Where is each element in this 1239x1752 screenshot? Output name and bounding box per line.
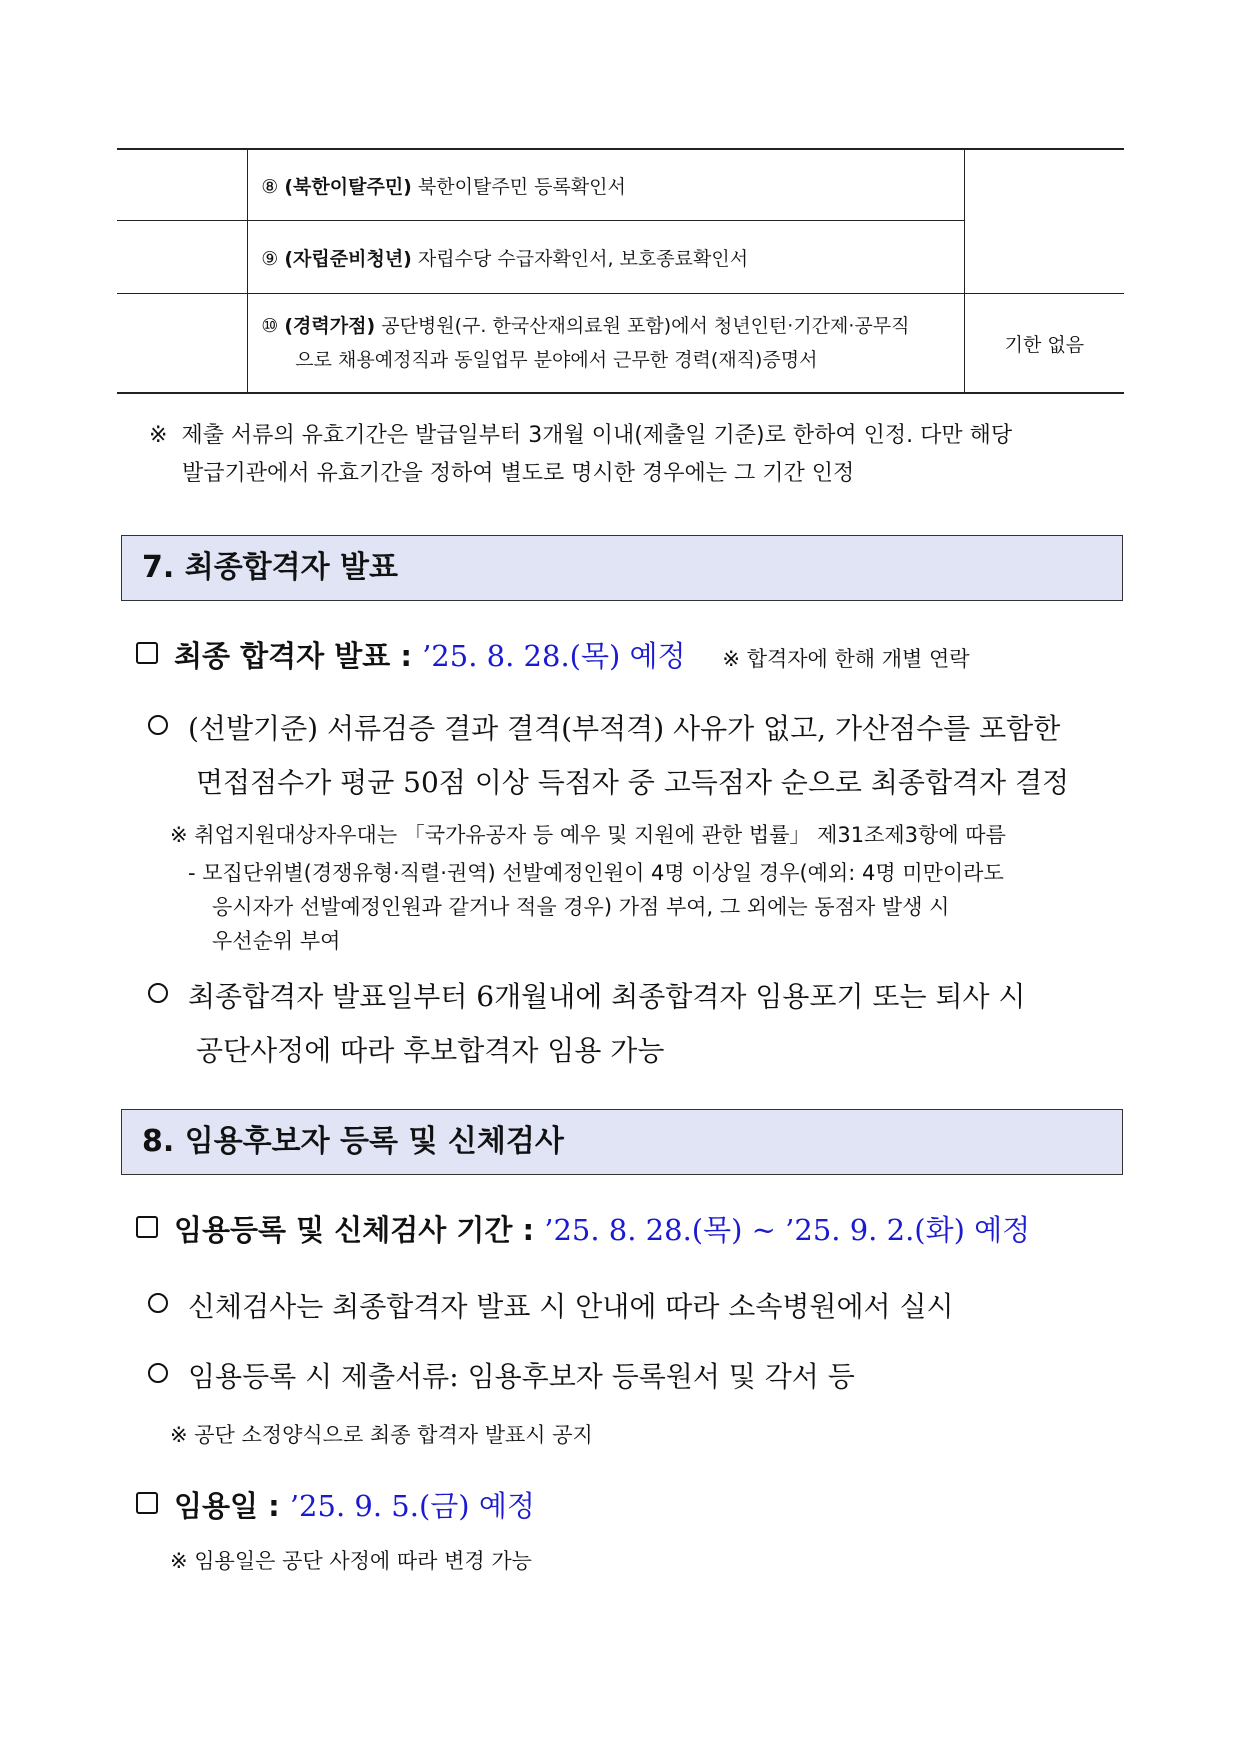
employment-support-note: ※ 취업지원대상자우대는 「국가유공자 등 예우 및 지원에 관한 법률」 제31조제3항에 따름 [170,823,1006,847]
registration-period-line [136,1210,1030,1250]
deadline-cell: 기한 없음 [964,294,1124,394]
table-cell-item [248,294,965,394]
dash-item-line1: - 모집단위별(경쟁유형·직렬·권역) 선발예정인원이 4명 이상일 경우(예외: 4명 미만이라도 [188,861,1004,885]
dash-item-line2: 응시자가 선발예정인원과 같거나 적을 경우) 가점 부여, 그 외에는 동점자 발생 시 [212,895,950,919]
appointment-label: 임용일 : [174,1489,290,1523]
registration-documents-bullet [148,1350,855,1404]
circle-bullet-icon [148,715,168,735]
reference-mark: ※ [149,423,168,448]
table-cell-empty [117,149,248,221]
table-row [117,149,1124,221]
item-text: 자립수당 수급자확인서, 보호종료확인서 [417,247,749,270]
circle-bullet-icon [148,1293,168,1313]
table-cell-empty [117,221,248,294]
circle-bullet-icon [148,983,168,1003]
square-bullet-icon [136,1216,158,1238]
validity-note-line1: 제출 서류의 유효기간은 발급일부터 3개월 이내(제출일 기준)로 한하여 인정. 다만 해당 [181,423,1013,448]
dash-item-line3: 우선순위 부여 [212,929,341,953]
announcement-label: 최종 합격자 발표 : [174,639,423,673]
section-8-heading: 8. 임용후보자 등록 및 신체검사 [121,1109,1123,1175]
reserve-line2: 공단사정에 따라 후보합격자 임용 가능 [196,1034,665,1067]
reserve-candidate-bullet [148,970,1025,1024]
item-number: ⑩ [261,315,279,337]
item-number: ⑨ [261,247,279,270]
appointment-date-line [136,1486,535,1526]
section-7-heading: 7. 최종합격자 발표 [121,535,1123,601]
item-label: (경력가점) [284,315,376,337]
item-label: (자립준비청년) [284,247,412,270]
form-note: ※ 공단 소정양식으로 최종 합격자 발표시 공지 [170,1423,593,1447]
registration-documents-text: 임용등록 시 제출서류: 임용후보자 등록원서 및 각서 등 [188,1360,855,1393]
medical-exam-bullet [148,1280,954,1334]
table-cell-item [248,149,965,221]
table-cell-empty [117,294,248,394]
appointment-date: ’25. 9. 5.(금) 예정 [289,1489,535,1523]
item-text-line1: 공단병원(구. 한국산재의료원 포함)에서 청년인턴·기간제·공무직 [381,315,910,337]
selection-criteria-bullet [148,702,1060,756]
square-bullet-icon [136,1492,158,1514]
appointment-note: ※ 임용일은 공단 사정에 따라 변경 가능 [170,1549,532,1573]
table-cell-empty [964,149,1124,294]
validity-note [149,417,1012,493]
announcement-date: ’25. 8. 28.(목) 예정 [422,639,686,673]
circle-bullet-icon [148,1363,168,1383]
item-label: (북한이탈주민) [284,175,412,198]
period-date: ’25. 8. 28.(목) ~ ’25. 9. 2.(화) 예정 [544,1213,1031,1247]
announcement-note: ※ 합격자에 한해 개별 연락 [722,647,970,671]
criteria-line1: (선발기준) 서류검증 결과 결격(부적격) 사유가 없고, 가산점수를 포함한 [188,712,1061,745]
square-bullet-icon [136,642,158,664]
item-text: 북한이탈주민 등록확인서 [417,175,626,198]
table-row [117,294,1124,394]
period-label: 임용등록 및 신체검사 기간 : [174,1213,545,1247]
medical-exam-text: 신체검사는 최종합격자 발표 시 안내에 따라 소속병원에서 실시 [188,1290,954,1323]
eligibility-document-table [117,148,1124,394]
item-text-line2: 으로 채용예정직과 동일업무 분야에서 근무한 경력(재직)증명서 [295,349,818,371]
criteria-line2: 면접점수가 평균 50점 이상 득점자 중 고득점자 순으로 최종합격자 결정 [196,766,1070,799]
validity-note-line2: 발급기관에서 유효기간을 정하여 별도로 명시한 경우에는 그 기간 인정 [182,461,855,486]
table-cell-item [248,221,965,294]
final-announcement-line [136,636,970,679]
item-number: ⑧ [261,175,279,198]
reserve-line1: 최종합격자 발표일부터 6개월내에 최종합격자 임용포기 또는 퇴사 시 [188,980,1026,1013]
